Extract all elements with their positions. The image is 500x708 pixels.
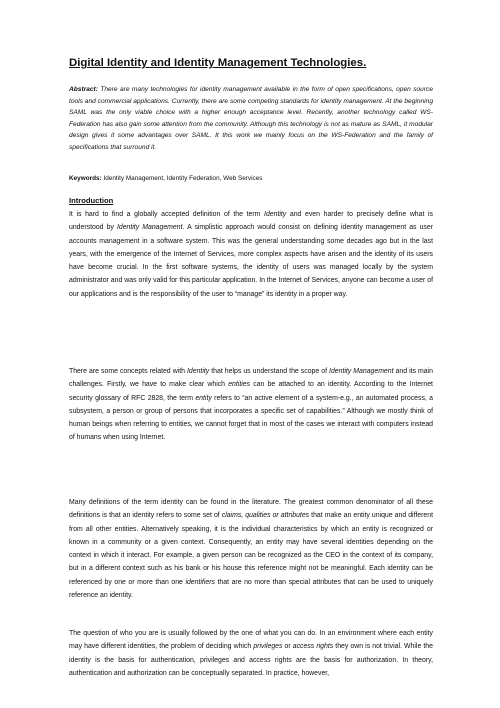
italic-term: entities (228, 381, 251, 389)
text-run: It is hard to find a globally accepted definition of the term (69, 211, 265, 218)
paragraph-4 (69, 627, 433, 680)
italic-term: Identity Management (329, 368, 394, 375)
text-run: refers to “an active element of a system-e.g., an automated process, a subsystem, a person or group of persons that incorporates a specific set of capabilities.” Although we mostly think of human beings when referring to entities, we cannot forget that in most of the cases we interact with computers instead of humans when using Internet. (69, 394, 433, 442)
italic-term: identifiers (185, 578, 215, 586)
paragraph-1 (69, 208, 433, 301)
text-run: that are no more than special attributes that can be used to uniquely reference an identity. (69, 578, 433, 600)
section-heading-introduction: Introduction (69, 196, 114, 205)
keywords (69, 175, 433, 182)
italic-term: privileges (253, 643, 283, 651)
text-run: can be attached to an identity. According to the Internet security glossary of RFC 2828, the term (69, 381, 433, 402)
text-run: . A simplistic approach would consist on defining identity management as user accounts management in a software system. This was the general understanding some decades ago but in the last years, with the emergence of the Internet of Services, more complex aspects have arisen and the identity of its users have become crucial. In the first software systems, the identity of users was managed locally by the system administrator and was only valid for this particular application. In the Internet of Services, anyone can become a user of our applications and is the responsibility of the user to “manage” its identity in a proper way. (69, 224, 433, 298)
text-run: Many definitions of the term identity can be found in the literature. The greatest common denominator of all these definitions is that an identity refers to some set of (69, 499, 433, 520)
text-run: they own is not trivial. While the identity is the basis for authentication, privileges and access rights are the basis for authorization. In theory, authentication and authorization can be conceptually separated. In practice, however, (69, 643, 433, 677)
abstract (69, 84, 433, 154)
keywords-text: Identity Management, Identity Federation, Web Services (103, 175, 263, 182)
keywords-label: Keywords: (69, 175, 102, 182)
document-title: Digital Identity and Identity Management Technologies. (69, 57, 367, 69)
italic-term: claims, qualities or attributes (221, 512, 310, 520)
abstract-text: There are many technologies for identity management available in the form of open specifications, open source tools and commercial applications. Currently, there are some competing standards for identity management. At the beginning SAML was the only viable choice with a higher enough acceptance level. Recently, another technology called WS-Federation has also gain some attention from the community. Although this technology is not as mature as SAML, it modular design gives it some advantages over SAML. It this work we mainly focus on the WS-Federation and the family of specifications that surround it. (69, 86, 433, 151)
italic-term: Identity Management (116, 224, 183, 232)
text-run: and even harder to precisely define what is understood by (69, 211, 433, 232)
paragraph-2 (69, 365, 433, 445)
italic-term: Identity (264, 211, 287, 218)
italic-term: Identity (187, 368, 210, 375)
italic-term: entity (195, 394, 212, 402)
paragraph-3 (69, 496, 433, 602)
text-run: or (282, 643, 293, 651)
text-run: There are some concepts related with (69, 368, 187, 375)
text-run: The question of who you are is usually followed by the one of what you can do. In an environment where each entity may have different identities, the problem of deciding which (69, 630, 433, 651)
text-run: that helps us understand the scope of (209, 368, 330, 375)
abstract-label: Abstract: (69, 86, 98, 93)
text-run: and its main challenges. Firstly, we have to make clear which (69, 368, 433, 389)
italic-term: access rights (292, 643, 334, 651)
text-run: that make an entity unique and different from all other entities. Alternatively speaking, it is the individual characteristics by which an entity is recognized or known in a community or a given context. Consequently, an entity may have several identities depending on the context in which it interact. For example, a given person can be recognized as the CEO in the context of its company, but in a different context such as his bank or his house this reference might not be meaningful. Each identity can be referenced by one or more than one (69, 512, 433, 586)
